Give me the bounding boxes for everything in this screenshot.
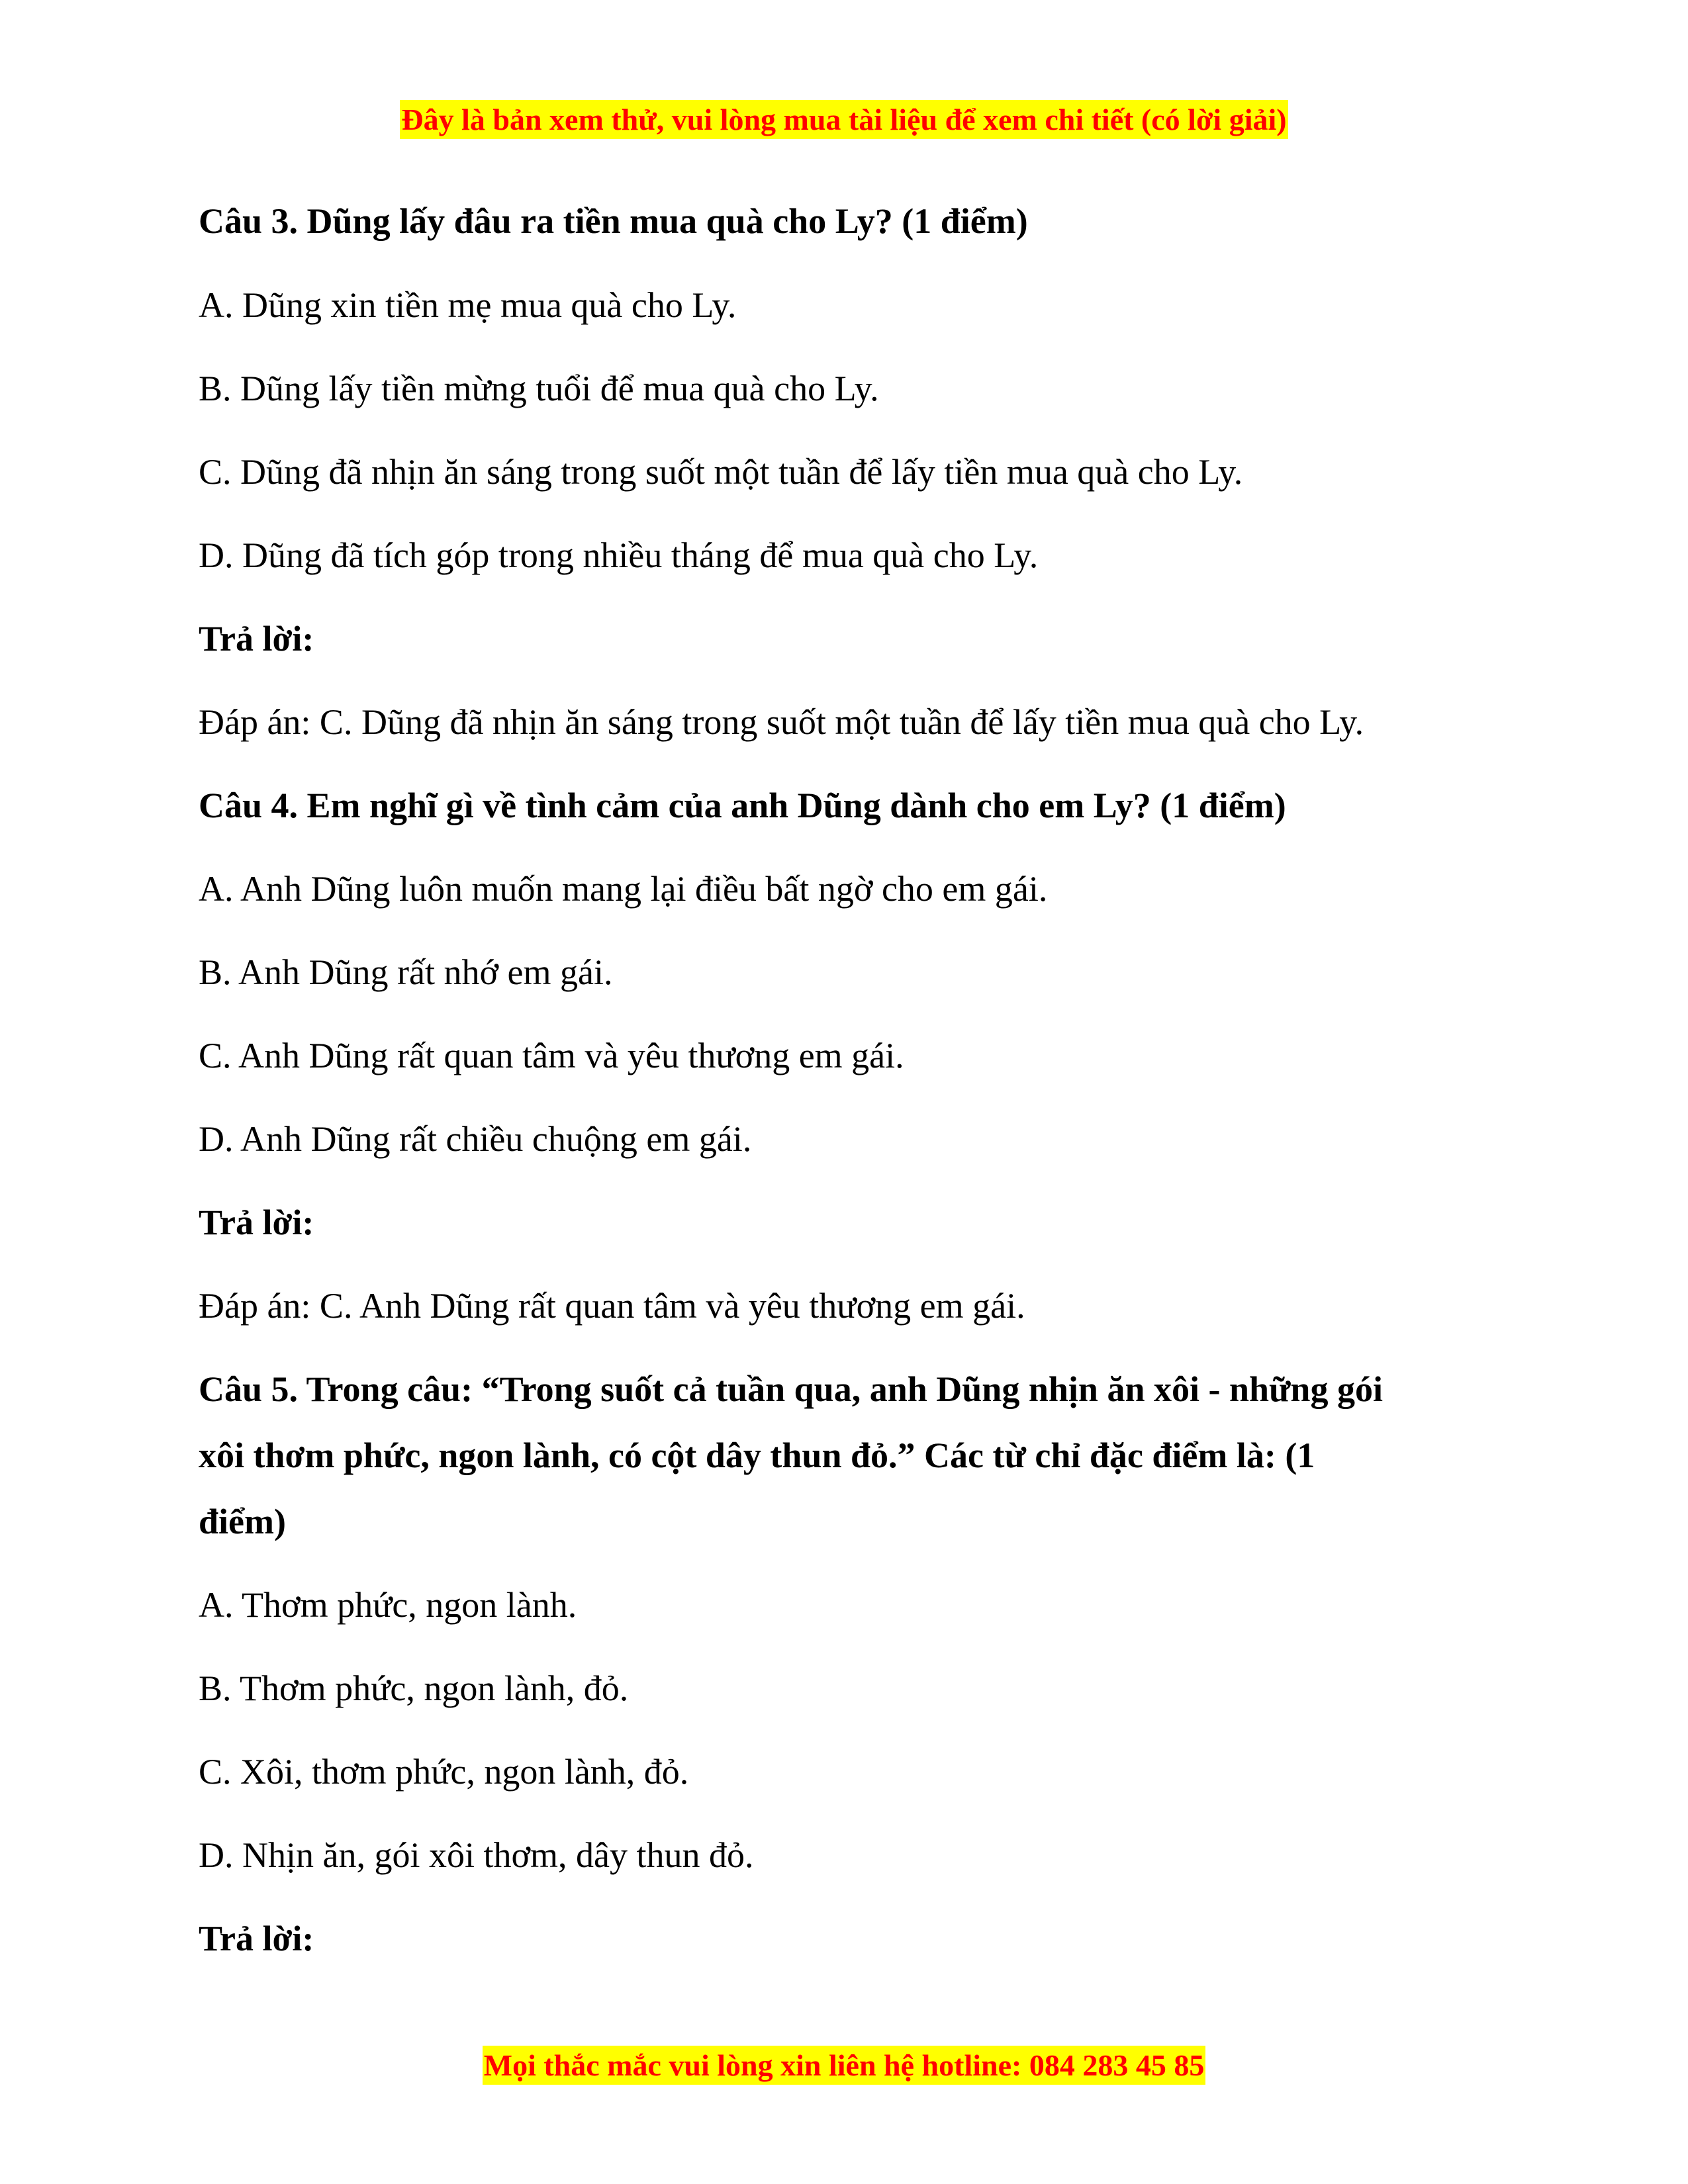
question-4-option-c: C. Anh Dũng rất quan tâm và yêu thương em gái. — [199, 1036, 904, 1075]
question-3-answer: Đáp án: C. Dũng đã nhịn ăn sáng trong suốt một tuần để lấy tiền mua quà cho Ly. — [199, 702, 1364, 742]
question-4-answer-label: Trả lời: — [199, 1203, 314, 1242]
hotline-notice-banner — [0, 2050, 1688, 2081]
question-5-option-b: B. Thơm phức, ngon lành, đỏ. — [199, 1668, 629, 1708]
question-3-answer-label: Trả lời: — [199, 619, 314, 659]
question-5-answer-label: Trả lời: — [199, 1919, 314, 1958]
question-5-option-c: C. Xôi, thơm phức, ngon lành, đỏ. — [199, 1752, 689, 1792]
question-4-title: Câu 4. Em nghĩ gì về tình cảm của anh Dũng dành cho em Ly? (1 điểm) — [199, 786, 1286, 825]
question-4-option-a: A. Anh Dũng luôn muốn mang lại điều bất ngờ cho em gái. — [199, 869, 1048, 909]
preview-notice-banner — [0, 105, 1688, 135]
question-5-option-d: D. Nhịn ăn, gói xôi thơm, dây thun đỏ. — [199, 1835, 754, 1875]
question-5-title-line-2: xôi thơm phức, ngon lành, có cột dây thun đỏ.” Các từ chỉ đặc điểm là: (1 — [199, 1435, 1315, 1475]
preview-notice-text: Đây là bản xem thử, vui lòng mua tài liệu để xem chi tiết (có lời giải) — [400, 100, 1288, 139]
question-4-option-b: B. Anh Dũng rất nhớ em gái. — [199, 952, 613, 992]
question-3-option-a: A. Dũng xin tiền mẹ mua quà cho Ly. — [199, 285, 737, 325]
question-3-option-d: D. Dũng đã tích góp trong nhiều tháng để mua quà cho Ly. — [199, 535, 1039, 575]
question-3-title: Câu 3. Dũng lấy đâu ra tiền mua quà cho Ly? (1 điểm) — [199, 201, 1028, 241]
question-3-option-c: C. Dũng đã nhịn ăn sáng trong suốt một tuần để lấy tiền mua quà cho Ly. — [199, 452, 1243, 492]
question-5-title-line-1: Câu 5. Trong câu: “Trong suốt cả tuần qua, anh Dũng nhịn ăn xôi - những gói — [199, 1369, 1383, 1409]
question-4-answer: Đáp án: C. Anh Dũng rất quan tâm và yêu thương em gái. — [199, 1286, 1025, 1326]
question-4-option-d: D. Anh Dũng rất chiều chuộng em gái. — [199, 1119, 752, 1159]
question-5-title-line-3: điểm) — [199, 1502, 286, 1541]
question-3-option-b: B. Dũng lấy tiền mừng tuổi để mua quà cho Ly. — [199, 369, 879, 408]
hotline-notice-text: Mọi thắc mắc vui lòng xin liên hệ hotline: 084 283 45 85 — [483, 2046, 1206, 2085]
question-5-option-a: A. Thơm phức, ngon lành. — [199, 1585, 577, 1625]
